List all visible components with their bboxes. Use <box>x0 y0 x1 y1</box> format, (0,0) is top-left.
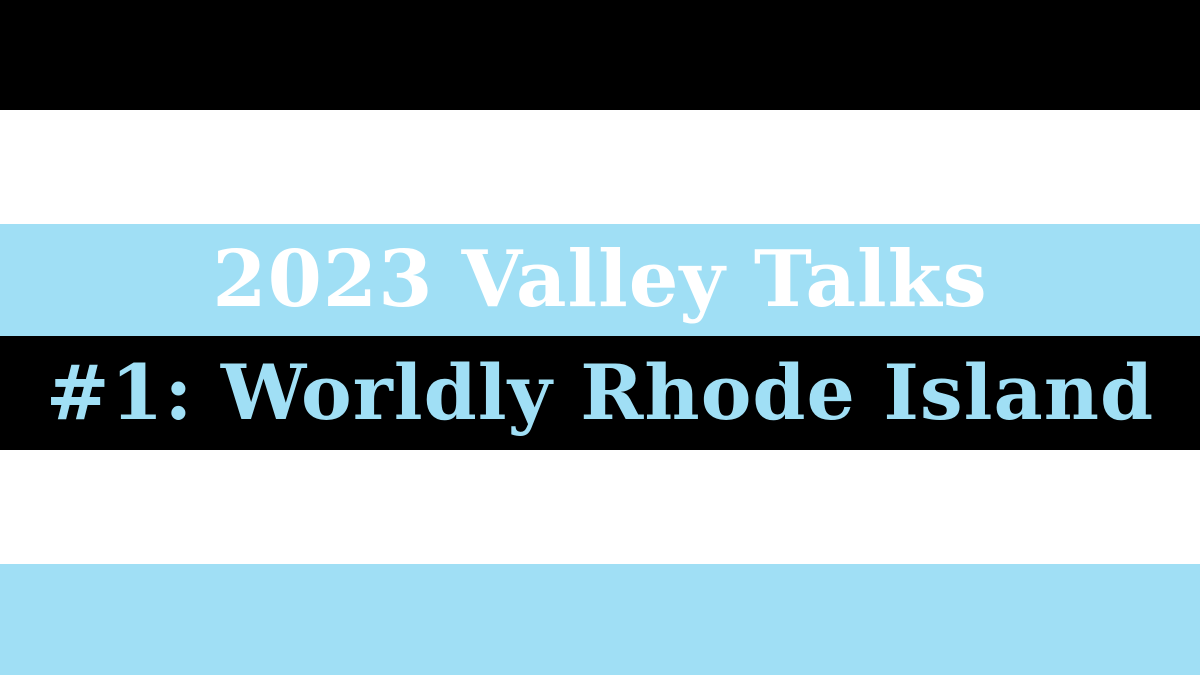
white-stripe-lower <box>0 450 1200 564</box>
black-stripe-top <box>0 0 1200 110</box>
banner-title: 2023 Valley Talks <box>212 234 988 325</box>
light-blue-stripe-bottom <box>0 564 1200 675</box>
banner-subtitle: #1: Worldly Rhode Island <box>45 348 1155 437</box>
white-stripe-upper <box>0 110 1200 224</box>
